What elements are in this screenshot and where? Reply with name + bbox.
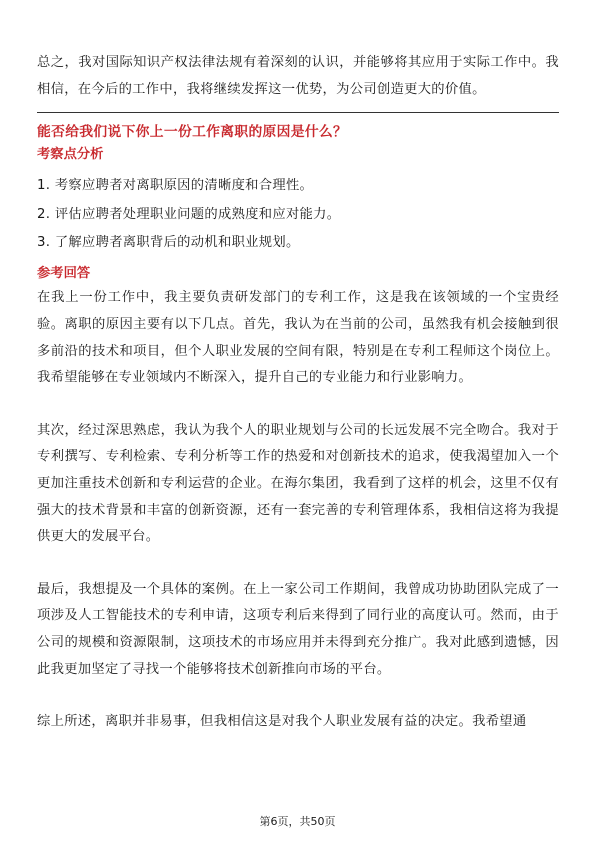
answer-paragraph-3: 最后，我想提及一个具体的案例。在上一家公司工作期间，我曾成功协助团队完成了一项涉及人工智能技术的专利申请，这项专利后来得到了同行业的高度认可。然而，由于公司的规模和资源限制，这项技术的市场应用并未得到充分推广。我对此感到遗憾，因此我更加坚定了寻找一个能够将技术创新推向市场的平台。 [37,581,559,677]
answer-paragraph-4: 综上所述，离职并非易事，但我相信这是对我个人职业发展有益的决定。我希望通 [37,714,527,730]
analysis-item-2: 2. 评估应聘者处理职业问题的成熟度和应对能力。 [37,206,341,222]
section-divider [37,112,559,113]
page-number-footer: 第6页，共50页 [259,815,336,828]
question-heading: 能否给我们说下你上一份工作离职的原因是什么？ [37,124,348,141]
answer-paragraph-2: 其次，经过深思熟虑，我认为我个人的职业规划与公司的长远发展不完全吻合。我对于专利撰写、专利检索、专利分析等工作的热爱和对创新技术的追求，使我渴望加入一个更加注重技术创新和专利运营的企业。在海尔集团，我看到了这样的机会，这里不仅有强大的技术背景和丰富的创新资源，还有一套完善的专利管理体系，我相信这将为我提供更大的发展平台。 [37,422,559,545]
answer-paragraph-1: 在我上一份工作中，我主要负责研发部门的专利工作，这是我在该领域的一个宝贵经验。离职的原因主要有以下几点。首先，我认为在当前的公司，虽然我有机会接触到很多前沿的技术和项目，但个人职业发展的空间有限，特别是在专利工程师这个岗位上。我希望能够在专业领域内不断深入，提升自己的专业能力和行业影响力。 [37,290,559,386]
intro-paragraph: 总之，我对国际知识产权法律法规有着深刻的认识，并能够将其应用于实际工作中。我相信，在今后的工作中，我将继续发挥这一优势，为公司创造更大的价值。 [37,55,559,97]
answer-title: 参考回答 [37,266,91,282]
analysis-item-3: 3. 了解应聘者离职背后的动机和职业规划。 [37,235,300,250]
analysis-item-1: 1. 考察应聘者对离职原因的清晰度和合理性。 [37,178,314,194]
analysis-title: 考察点分析 [37,147,104,163]
document-body [37,50,559,736]
